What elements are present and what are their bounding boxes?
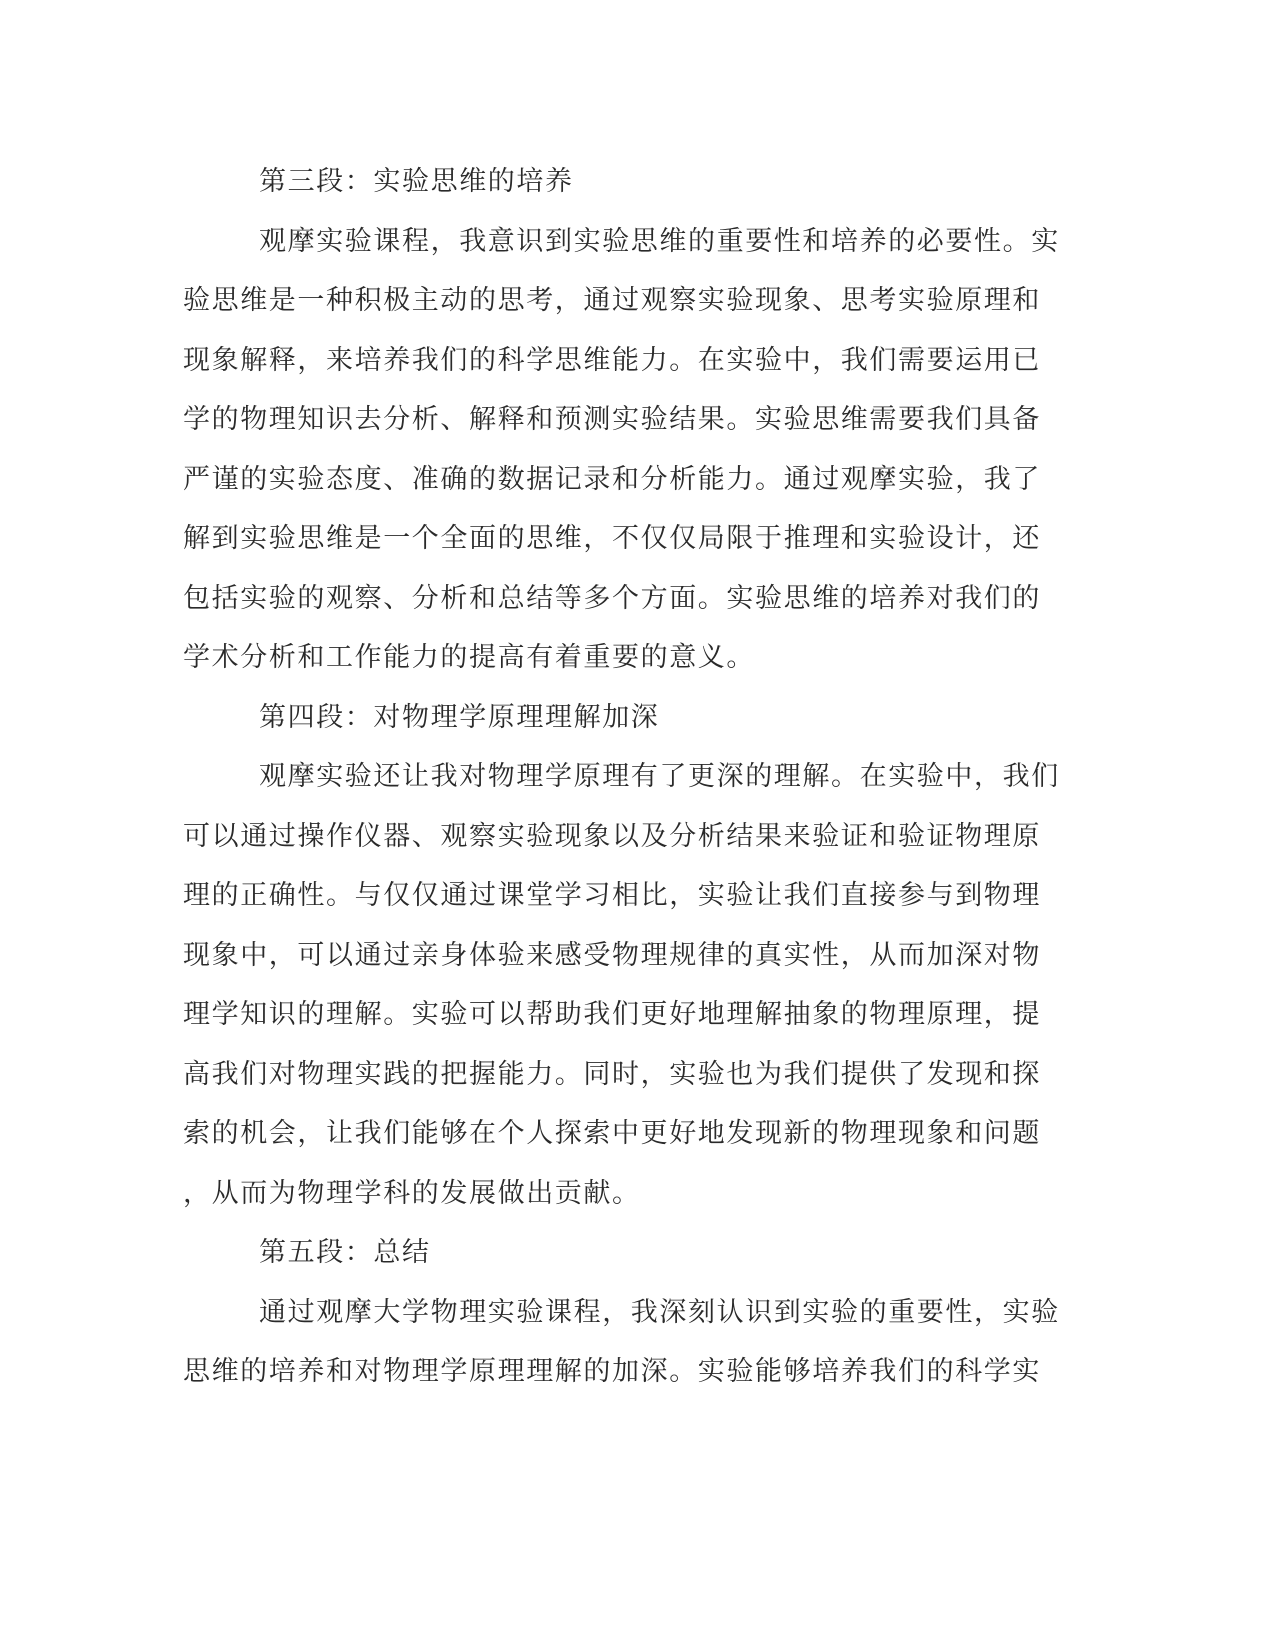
paragraph-line: ，从而为物理学科的发展做出贡献。: [183, 1177, 641, 1209]
paragraph-line: 包括实验的观察、分析和总结等多个方面。实验思维的培养对我们的: [183, 582, 1041, 614]
paragraph-line: 验思维是一种积极主动的思考，通过观察实验现象、思考实验原理和: [183, 285, 1041, 316]
paragraph-line: 现象中，可以通过亲身体验来感受物理规律的真实性，从而加深对物: [183, 939, 1041, 971]
paragraph-line: 理的正确性。与仅仅通过课堂学习相比，实验让我们直接参与到物理: [183, 880, 1041, 911]
paragraph-line: 学的物理知识去分析、解释和预测实验结果。实验思维需要我们具备: [183, 404, 1041, 435]
paragraph-line: 索的机会，让我们能够在个人探索中更好地发现新的物理现象和问题: [183, 1118, 1041, 1149]
paragraph-line: 高我们对物理实践的把握能力。同时，实验也为我们提供了发现和探: [183, 1058, 1041, 1090]
paragraph-line: 可以通过操作仪器、观察实验现象以及分析结果来验证和验证物理原: [183, 820, 1041, 852]
paragraph-line: 严谨的实验态度、准确的数据记录和分析能力。通过观摩实验，我了: [183, 463, 1041, 495]
paragraph-line: 学术分析和工作能力的提高有着重要的意义。: [183, 642, 755, 673]
paragraph-line: 解到实验思维是一个全面的思维，不仅仅局限于推理和实验设计，还: [183, 523, 1041, 554]
paragraph-line: 现象解释，来培养我们的科学思维能力。在实验中，我们需要运用已: [183, 344, 1041, 376]
paragraph-line: 观摩实验还让我对物理学原理有了更深的理解。在实验中，我们: [259, 761, 1060, 792]
paragraph-line: 通过观摩大学物理实验课程，我深刻认识到实验的重要性，实验: [259, 1296, 1060, 1328]
document-page: [183, 152, 1060, 1402]
paragraph-line: 观摩实验课程，我意识到实验思维的重要性和培养的必要性。实: [259, 225, 1060, 257]
section-heading-3: 第三段：实验思维的培养: [259, 166, 574, 197]
section-heading-5: 第五段：总结: [259, 1237, 431, 1268]
paragraph-line: 思维的培养和对物理学原理理解的加深。实验能够培养我们的科学实: [183, 1356, 1041, 1387]
section-heading-4: 第四段：对物理学原理理解加深: [259, 701, 660, 733]
paragraph-line: 理学知识的理解。实验可以帮助我们更好地理解抽象的物理原理，提: [183, 999, 1041, 1030]
